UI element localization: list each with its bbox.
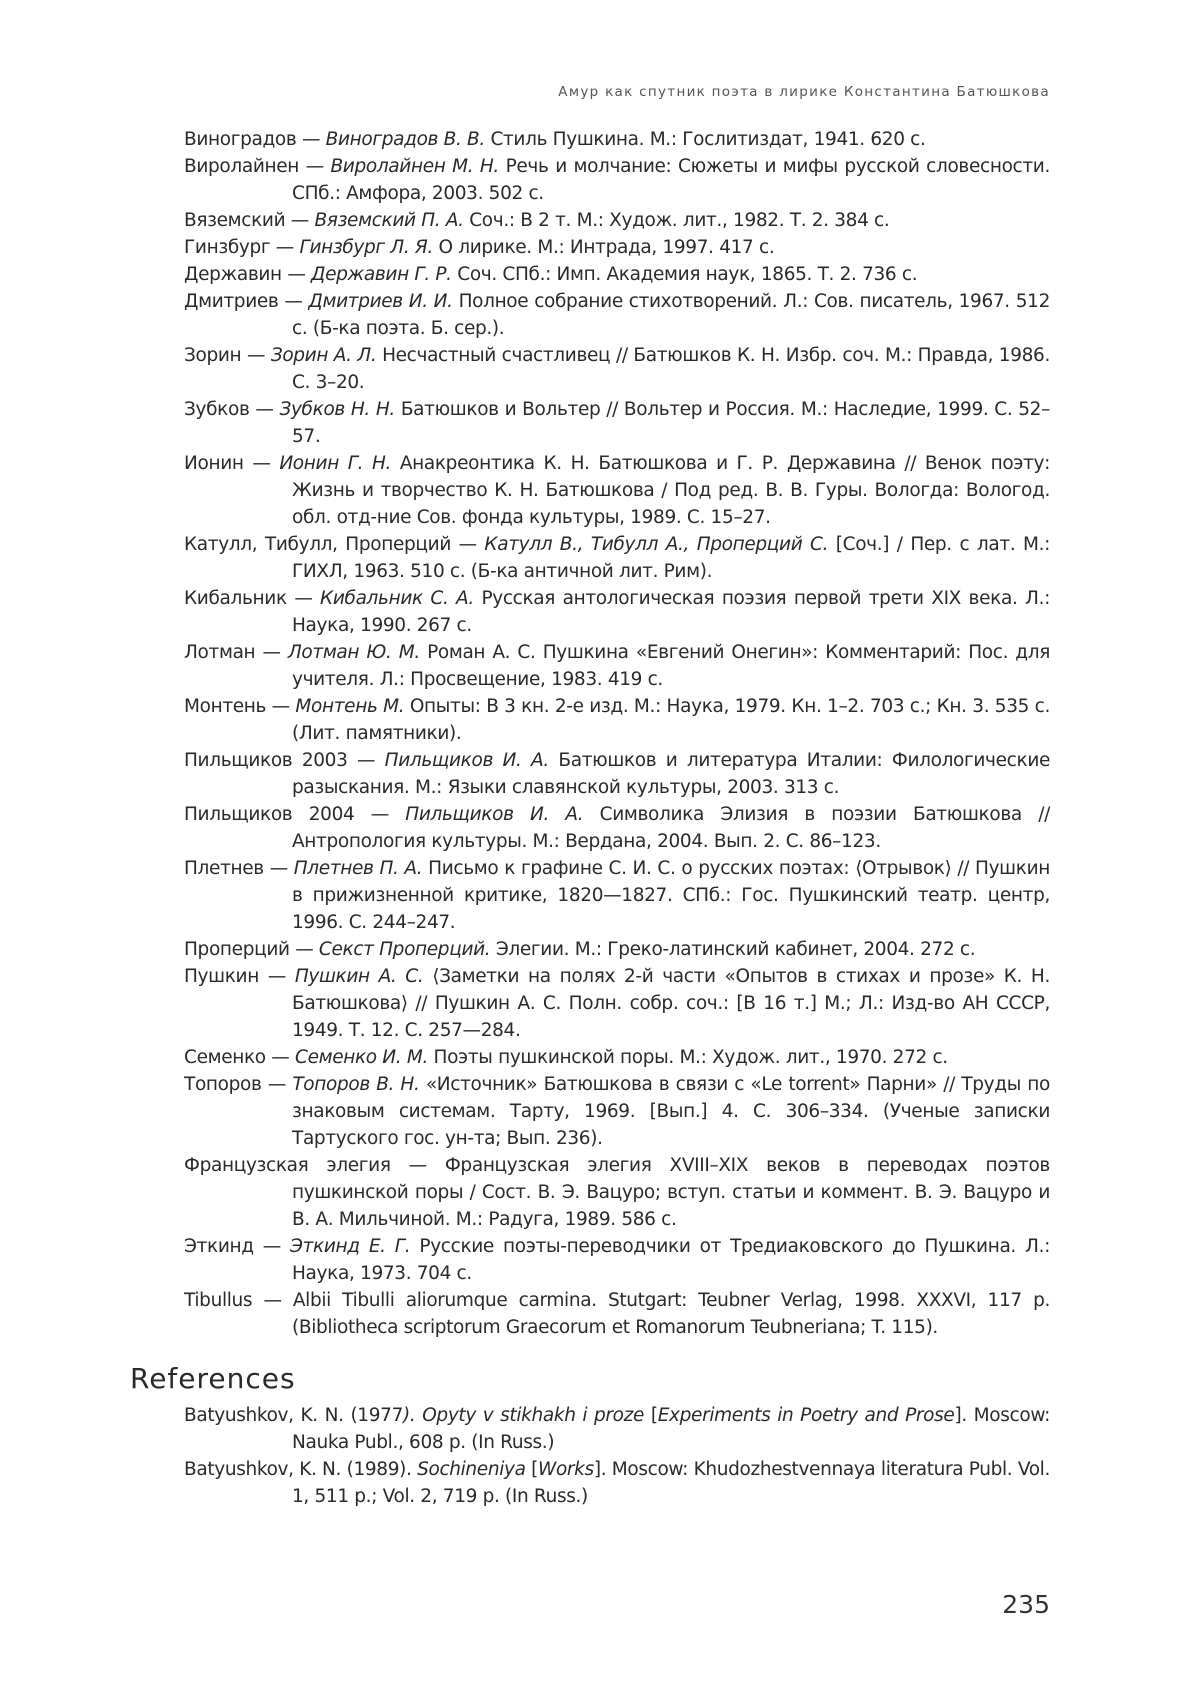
entry-author: Топоров В. Н. bbox=[292, 1074, 419, 1095]
entry-key: Пушкин — bbox=[184, 966, 286, 987]
reference-entry bbox=[184, 1402, 1050, 1456]
entry-key: Вяземский — bbox=[184, 210, 309, 231]
entry-description: [Соч.] / Пер. с лат. М.: ГИХЛ, 1963. 510 с. (Б-ка античной лит. Рим). bbox=[292, 534, 1050, 582]
entry-author: Кибальник С. А. bbox=[320, 588, 474, 609]
entry-key: Пильщиков 2004 — bbox=[184, 804, 389, 825]
bibliography-entry bbox=[184, 207, 1050, 234]
entry-description: Русская антологическая поэзия первой трети XIX века. Л.: Наука, 1990. 267 с. bbox=[292, 588, 1050, 636]
entry-description: Полное собрание стихотворений. Л.: Сов. писатель, 1967. 512 с. (Б-ка поэта. Б. сер.). bbox=[292, 291, 1050, 339]
entry-description: Батюшков и Вольтер // Вольтер и Россия. М.: Наследие, 1999. С. 52–57. bbox=[292, 399, 1050, 447]
bibliography-entry bbox=[184, 288, 1050, 342]
reference-italic2: Works bbox=[538, 1459, 594, 1480]
bibliography-entry bbox=[184, 1044, 1050, 1071]
bibliography-entry bbox=[184, 693, 1050, 747]
entry-key: Виролайнен — bbox=[184, 156, 324, 177]
entry-author: Зубков Н. Н. bbox=[279, 399, 394, 420]
entry-description: Русские поэты-переводчики от Тредиаковского до Пушкина. Л.: Наука, 1973. 704 с. bbox=[292, 1236, 1050, 1284]
bibliography-entry bbox=[184, 450, 1050, 531]
bibliography-entry bbox=[184, 639, 1050, 693]
entry-author: Державин Г. Р. bbox=[311, 264, 452, 285]
reference-italic2: Experiments in Poetry and Prose bbox=[658, 1405, 955, 1426]
entry-author: Виролайнен М. Н. bbox=[330, 156, 499, 177]
bibliography-list bbox=[184, 126, 1050, 1341]
entry-author: Эткинд Е. Г. bbox=[290, 1236, 410, 1257]
bibliography-entry bbox=[184, 153, 1050, 207]
entry-key: Монтень — bbox=[184, 696, 290, 717]
reference-pre: Batyushkov, K. N. (1989). bbox=[184, 1459, 417, 1480]
entry-description: Элегии. М.: Греко-латинский кабинет, 2004. 272 с. bbox=[496, 939, 975, 960]
entry-description: Опыты: В 3 кн. 2-е изд. М.: Наука, 1979. Кн. 1–2. 703 с.; Кн. 3. 535 с. (Лит. памятники). bbox=[292, 696, 1050, 744]
entry-description: Поэты пушкинской поры. М.: Худож. лит., 1970. 272 с. bbox=[434, 1047, 948, 1068]
entry-key: Зубков — bbox=[184, 399, 274, 420]
entry-description: Письмо к графине С. И. С. о русских поэтах: ⟨Отрывок⟩ // Пушкин в прижизненной критике, 1820—1827. СПб.: Гос. Пушкинский театр. центр, 1996. С. 244–247. bbox=[292, 858, 1050, 933]
bibliography-entry bbox=[184, 342, 1050, 396]
entry-author: Лотман Ю. М. bbox=[288, 642, 420, 663]
bibliography-entry bbox=[184, 261, 1050, 288]
bibliography-entry bbox=[184, 531, 1050, 585]
bibliography-entry bbox=[184, 963, 1050, 1044]
entry-author: Плетнев П. А. bbox=[294, 858, 423, 879]
entry-key: Дмитриев — bbox=[184, 291, 303, 312]
references-list bbox=[184, 1402, 1050, 1510]
entry-author: Пушкин А. С. bbox=[295, 966, 424, 987]
entry-description: Роман А. С. Пушкина «Евгений Онегин»: Комментарий: Пос. для учителя. Л.: Просвещение, 1983. 419 с. bbox=[292, 642, 1050, 690]
entry-author: Катулл В., Тибулл А., Проперций С. bbox=[484, 534, 828, 555]
reference-italic: ). Opyty v stikhakh i proze bbox=[403, 1405, 644, 1426]
reference-post: ]. Moscow: Khudozhestvennaya literatura Publ. Vol. 1, 511 p.; Vol. 2, 719 p. (In Russ.) bbox=[292, 1459, 1050, 1507]
entry-author: Зорин А. Л. bbox=[271, 345, 377, 366]
entry-key: Семенко — bbox=[184, 1047, 289, 1068]
page-number: 235 bbox=[1002, 1590, 1050, 1619]
entry-author: Секст Проперций. bbox=[319, 939, 490, 960]
entry-key: Лотман — bbox=[184, 642, 281, 663]
bibliography-entry bbox=[184, 747, 1050, 801]
entry-author: Пильщиков И. А. bbox=[385, 750, 549, 771]
entry-key: Ионин — bbox=[184, 453, 271, 474]
entry-key: Пильщиков 2003 — bbox=[184, 750, 375, 771]
entry-key: Катулл, Тибулл, Проперций — bbox=[184, 534, 477, 555]
entry-author: Семенко И. М. bbox=[295, 1047, 428, 1068]
reference-post: ]. Moscow: Nauka Publ., 608 p. (In Russ.) bbox=[292, 1405, 1050, 1453]
bibliography-entry bbox=[184, 585, 1050, 639]
entry-key: Гинзбург — bbox=[184, 237, 294, 258]
entry-key: Топоров — bbox=[184, 1074, 286, 1095]
references-heading: References bbox=[130, 1362, 296, 1395]
entry-description: Речь и молчание: Сюжеты и мифы русской словесности. СПб.: Амфора, 2003. 502 с. bbox=[292, 156, 1050, 204]
entry-key: Державин — bbox=[184, 264, 305, 285]
entry-author: Виноградов В. В. bbox=[326, 129, 485, 150]
entry-author: Вяземский П. А. bbox=[314, 210, 463, 231]
bibliography-entry bbox=[184, 1152, 1050, 1233]
entry-author: Гинзбург Л. Я. bbox=[299, 237, 432, 258]
entry-author: Ионин Г. Н. bbox=[279, 453, 391, 474]
entry-key: Tibullus — bbox=[184, 1290, 282, 1311]
entry-author: Пильщиков И. А. bbox=[405, 804, 583, 825]
entry-description: ⟨Заметки на полях 2-й части «Опытов в стихах и прозе» К. Н. Батюшкова⟩ // Пушкин А. С. Полн. собр. соч.: [В 16 т.] М.; Л.: Изд-во АН СССР, 1949. Т. 12. С. 257—284. bbox=[292, 966, 1050, 1041]
entry-key: Эткинд — bbox=[184, 1236, 281, 1257]
running-head: Амур как спутник поэта в лирике Константина Батюшкова bbox=[558, 84, 1050, 100]
entry-author: Монтень М. bbox=[295, 696, 404, 717]
entry-description: О лирике. М.: Интрада, 1997. 417 с. bbox=[439, 237, 775, 258]
entry-key: Французская элегия — bbox=[184, 1155, 427, 1176]
entry-description: Стиль Пушкина. М.: Гослитиздат, 1941. 620 с. bbox=[490, 129, 925, 150]
bibliography-entry bbox=[184, 1071, 1050, 1152]
bibliography-entry bbox=[184, 855, 1050, 936]
entry-key: Кибальник — bbox=[184, 588, 312, 609]
entry-key: Плетнев — bbox=[184, 858, 288, 879]
bibliography-entry bbox=[184, 234, 1050, 261]
reference-italic: Sochineniya bbox=[417, 1459, 526, 1480]
entry-description: «Источник» Батюшкова в связи с «Le torrent» Парни» // Труды по знаковым системам. Тарту, 1969. [Вып.] 4. С. 306–334. (Ученые записки Тартуского гос. ун-та; Вып. 236). bbox=[292, 1074, 1050, 1149]
entry-description: Французская элегия XVIII–XIX веков в переводах поэтов пушкинской поры / Сост. В. Э. Вацуро; вступ. статьи и коммент. В. Э. Вацуро и В. А. Мильчиной. М.: Радуга, 1989. 586 с. bbox=[292, 1155, 1050, 1230]
entry-description: Несчастный счастливец // Батюшков К. Н. Избр. соч. М.: Правда, 1986. С. 3–20. bbox=[292, 345, 1050, 393]
entry-key: Зорин — bbox=[184, 345, 265, 366]
entry-author: Дмитриев И. И. bbox=[308, 291, 452, 312]
entry-description: Анакреонтика К. Н. Батюшкова и Г. Р. Державина // Венок поэту: Жизнь и творчество К. Н. Батюшкова / Под ред. В. В. Гуры. Вологда: Вологод. обл. отд-ние Сов. фонда культуры, 1989. С. 15–27. bbox=[292, 453, 1050, 528]
entry-description: Батюшков и литература Италии: Филологические разыскания. М.: Языки славянской культуры, 2003. 313 с. bbox=[292, 750, 1050, 798]
bibliography-entry bbox=[184, 126, 1050, 153]
reference-mid: [ bbox=[644, 1405, 658, 1426]
entry-description: Соч. СПб.: Имп. Академия наук, 1865. Т. 2. 736 с. bbox=[457, 264, 917, 285]
entry-key: Проперций — bbox=[184, 939, 313, 960]
reference-mid: [ bbox=[526, 1459, 538, 1480]
bibliography-entry bbox=[184, 801, 1050, 855]
entry-description: Albii Tibulli aliorumque carmina. Stutgart: Teubner Verlag, 1998. XXXVI, 117 p. (Bibliotheca scriptorum Graecorum et Romanorum Teubneriana; T. 115). bbox=[292, 1290, 1050, 1338]
bibliography-entry bbox=[184, 1287, 1050, 1341]
bibliography-entry bbox=[184, 1233, 1050, 1287]
bibliography-entry bbox=[184, 396, 1050, 450]
reference-entry bbox=[184, 1456, 1050, 1510]
reference-pre: Batyushkov, K. N. (1977 bbox=[184, 1405, 403, 1426]
bibliography-entry bbox=[184, 936, 1050, 963]
entry-description: Соч.: В 2 т. М.: Худож. лит., 1982. Т. 2. 384 с. bbox=[469, 210, 889, 231]
entry-key: Виноградов — bbox=[184, 129, 320, 150]
entry-description: Символика Элизия в поэзии Батюшкова // Антропология культуры. М.: Вердана, 2004. Вып. 2. С. 86–123. bbox=[292, 804, 1050, 852]
